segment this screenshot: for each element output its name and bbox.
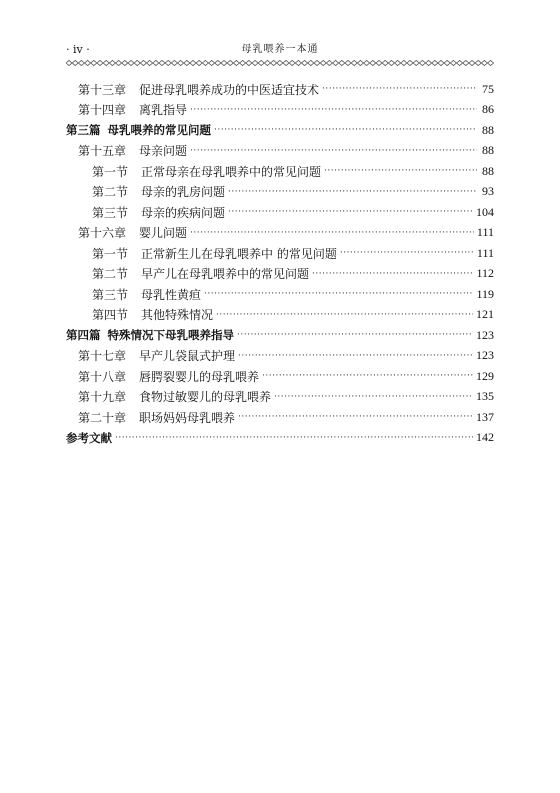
diamond-icon [252, 60, 258, 65]
toc-entry-title: 特殊情况下母乳喂养指导 [107, 328, 234, 343]
toc-entry-title: 母乳性黄疸 [141, 287, 202, 302]
toc-page-number: 129 [476, 368, 494, 383]
diamond-icon [233, 60, 239, 65]
diamond-icon [227, 60, 233, 65]
toc-chapter-entry[interactable] [66, 223, 494, 244]
toc-page-number: 123 [476, 327, 494, 342]
diamond-icon [147, 60, 153, 65]
dot-leader [228, 187, 477, 197]
toc-entry-number: 第十七章 [78, 349, 127, 364]
toc-page-number: 111 [476, 225, 494, 240]
toc-chapter-entry[interactable] [66, 346, 494, 367]
toc-section-entry[interactable] [66, 284, 494, 305]
toc-entry-number: 第一节 [92, 246, 129, 261]
dot-leader [204, 289, 473, 299]
toc-page-number: 112 [476, 266, 494, 281]
toc-entry-number: 第二节 [92, 185, 129, 200]
toc-entry-title: 其他特殊情况 [141, 308, 214, 323]
toc-section-entry[interactable] [66, 161, 494, 182]
diamond-icon [376, 60, 382, 65]
toc-part-entry[interactable] [66, 325, 494, 346]
table-of-contents [66, 79, 494, 448]
toc-entry-title: 促进母乳喂养成功的中医适宜技术 [139, 82, 320, 97]
toc-entry-number: 第二十章 [78, 410, 127, 425]
toc-page-number: 135 [476, 389, 494, 404]
toc-section-entry[interactable] [66, 264, 494, 285]
toc-entry-title: 职场妈妈母乳喂养 [139, 410, 236, 425]
toc-section-entry[interactable] [66, 182, 494, 203]
toc-page-number: 93 [482, 184, 494, 199]
diamond-icon [202, 60, 208, 65]
diamond-icon [395, 60, 401, 65]
diamond-icon [159, 60, 165, 65]
dot-leader [262, 371, 473, 381]
dot-leader [190, 105, 477, 115]
toc-entry-title: 食物过敏婴儿的母乳喂养 [139, 390, 272, 405]
toc-entry-number: 第十八章 [78, 369, 127, 384]
toc-chapter-entry[interactable] [66, 79, 494, 100]
diamond-icon [357, 60, 363, 65]
diamond-icon [326, 60, 332, 65]
diamond-icon [364, 60, 370, 65]
toc-page-number: 88 [482, 163, 494, 178]
toc-entry-number: 参考文献 [66, 430, 112, 445]
toc-section-entry[interactable] [66, 202, 494, 223]
toc-entry-title: 早产儿袋鼠式护理 [139, 349, 236, 364]
diamond-icon [271, 60, 277, 65]
toc-page-number: 86 [482, 102, 494, 117]
toc-section-entry[interactable] [66, 243, 494, 264]
toc-page-number: 119 [476, 286, 494, 301]
diamond-icon [128, 60, 134, 65]
diamond-icon [153, 60, 159, 65]
diamond-icon [165, 60, 171, 65]
toc-part-entry[interactable] [66, 428, 494, 449]
diamond-icon [66, 60, 72, 65]
diamond-icon [85, 60, 91, 65]
diamond-icon [109, 60, 115, 65]
toc-section-entry[interactable] [66, 305, 494, 326]
diamond-icon [308, 60, 314, 65]
diamond-icon [78, 60, 84, 65]
diamond-icon [314, 60, 320, 65]
diamond-icon [413, 60, 419, 65]
diamond-icon [122, 60, 128, 65]
dot-leader [228, 207, 473, 217]
toc-entry-number: 第十五章 [78, 144, 127, 159]
toc-entry-title: 正常新生儿在母乳喂养中 的常见问题 [141, 246, 337, 261]
diamond-icon [140, 60, 146, 65]
toc-chapter-entry[interactable] [66, 141, 494, 162]
diamond-icon [134, 60, 140, 65]
diamond-icon [209, 60, 215, 65]
diamond-icon [333, 60, 339, 65]
diamond-icon [190, 60, 196, 65]
diamond-icon [283, 60, 289, 65]
diamond-icon [264, 60, 270, 65]
diamond-icon [289, 60, 295, 65]
toc-entry-title: 婴儿问题 [139, 226, 188, 241]
diamond-icon [469, 60, 475, 65]
toc-entry-number: 第二节 [92, 267, 129, 282]
diamond-icon [457, 60, 463, 65]
dot-leader [115, 433, 473, 443]
toc-entry-number: 第十九章 [78, 390, 127, 405]
diamond-icon [277, 60, 283, 65]
dot-leader [238, 351, 473, 361]
diamond-icon [72, 60, 78, 65]
running-title: 母乳喂养一本通 [241, 44, 319, 55]
header-divider [66, 60, 494, 66]
dot-leader [322, 84, 477, 94]
dot-leader [216, 310, 473, 320]
toc-entry-title: 唇腭裂婴儿的母乳喂养 [139, 369, 260, 384]
diamond-icon [215, 60, 221, 65]
page-number: · iv · [66, 43, 90, 56]
diamond-icon [116, 60, 122, 65]
toc-entry-number: 第一节 [92, 164, 129, 179]
toc-page-number: 121 [476, 307, 494, 322]
diamond-icon [184, 60, 190, 65]
toc-entry-number: 第十四章 [78, 103, 127, 118]
toc-entry-title: 母乳喂养的常见问题 [107, 123, 211, 138]
toc-entry-number: 第三节 [92, 205, 129, 220]
dot-leader [238, 412, 473, 422]
toc-page-number: 88 [482, 122, 494, 137]
toc-page-number: 104 [476, 204, 494, 219]
diamond-icon [221, 60, 227, 65]
toc-part-entry[interactable] [66, 120, 494, 141]
dot-leader [190, 146, 477, 156]
toc-entry-title: 正常母亲在母乳喂养中的常见问题 [141, 164, 322, 179]
dot-leader [214, 125, 477, 135]
toc-entry-number: 第十六章 [78, 226, 127, 241]
toc-page-number: 137 [476, 409, 494, 424]
toc-entry-title: 母亲问题 [139, 144, 188, 159]
diamond-icon [302, 60, 308, 65]
toc-entry-number: 第三篇 [66, 123, 101, 138]
diamond-icon [345, 60, 351, 65]
toc-entry-title: 母亲的乳房问题 [141, 185, 226, 200]
diamond-icon [91, 60, 97, 65]
dot-leader [237, 330, 473, 340]
diamond-icon [419, 60, 425, 65]
toc-entry-number: 第四节 [92, 308, 129, 323]
diamond-icon [339, 60, 345, 65]
diamond-icon [178, 60, 184, 65]
diamond-icon [103, 60, 109, 65]
diamond-icon [407, 60, 413, 65]
toc-entry-number: 第十三章 [78, 82, 127, 97]
toc-page-number: 75 [482, 81, 494, 96]
diamond-icon [444, 60, 450, 65]
toc-page-number: 123 [476, 348, 494, 363]
toc-chapter-entry[interactable] [66, 366, 494, 387]
toc-page-number: 88 [482, 143, 494, 158]
toc-chapter-entry[interactable] [66, 100, 494, 121]
diamond-icon [320, 60, 326, 65]
dot-leader [324, 166, 477, 176]
page-header [66, 43, 494, 57]
dot-leader [312, 269, 473, 279]
diamond-icon [401, 60, 407, 65]
dot-leader [190, 228, 474, 238]
diamond-chain-divider-icon [66, 60, 494, 66]
toc-page-number: 111 [476, 245, 494, 260]
diamond-icon [432, 60, 438, 65]
toc-page-number: 142 [476, 430, 494, 445]
toc-entry-title: 母亲的疾病问题 [141, 205, 226, 220]
dot-leader [274, 392, 473, 402]
diamond-icon [475, 60, 481, 65]
diamond-icon [97, 60, 103, 65]
diamond-icon [450, 60, 456, 65]
diamond-icon [438, 60, 444, 65]
diamond-icon [196, 60, 202, 65]
toc-chapter-entry[interactable] [66, 407, 494, 428]
toc-entry-title: 离乳指导 [139, 103, 188, 118]
dot-leader [340, 248, 474, 258]
toc-chapter-entry[interactable] [66, 387, 494, 408]
diamond-icon [382, 60, 388, 65]
diamond-icon [388, 60, 394, 65]
diamond-icon [171, 60, 177, 65]
diamond-icon [295, 60, 301, 65]
diamond-icon [370, 60, 376, 65]
diamond-icon [488, 60, 494, 65]
toc-entry-number: 第三节 [92, 287, 129, 302]
diamond-icon [481, 60, 487, 65]
diamond-icon [258, 60, 264, 65]
diamond-icon [246, 60, 252, 65]
diamond-icon [426, 60, 432, 65]
diamond-icon [463, 60, 469, 65]
toc-entry-number: 第四篇 [66, 328, 101, 343]
diamond-icon [351, 60, 357, 65]
toc-entry-title: 早产儿在母乳喂养中的常见问题 [141, 267, 310, 282]
diamond-icon [240, 60, 246, 65]
